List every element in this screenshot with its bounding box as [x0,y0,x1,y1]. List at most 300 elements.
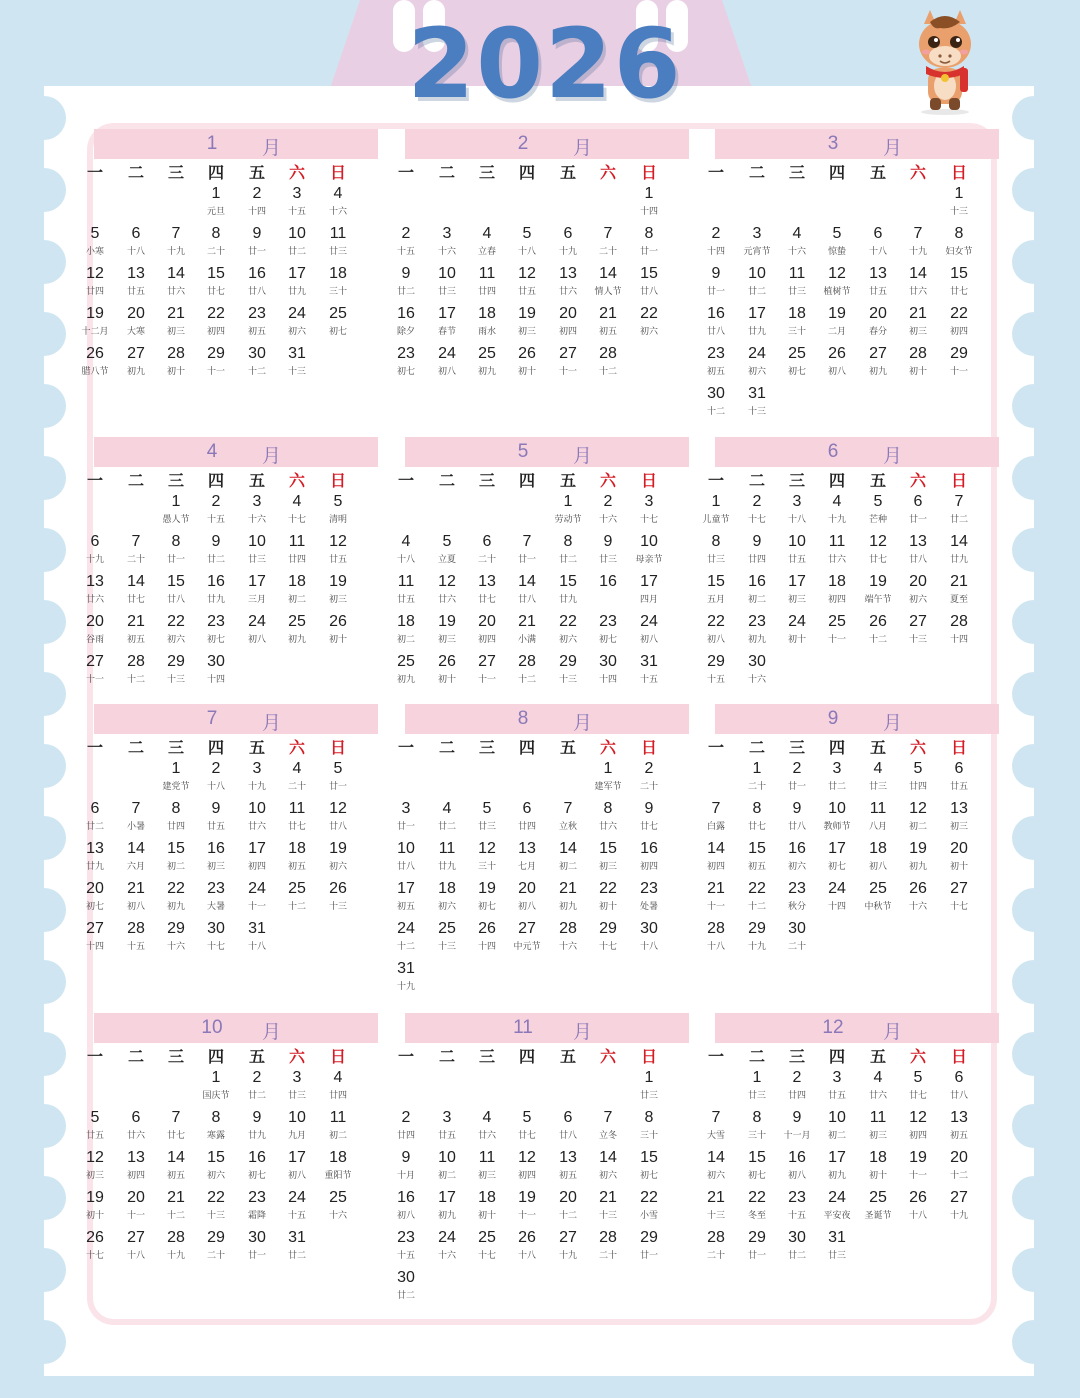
day-number: 22 [207,1189,225,1206]
day-cell [548,224,588,257]
lunar-label: 廿三 [598,554,617,564]
day-cell [116,652,156,685]
day-number: 18 [869,840,887,857]
day-number: 23 [748,613,766,630]
lunar-label: 初八 [126,901,145,911]
lunar-label: 廿二 [787,1250,806,1260]
day-number: 26 [869,613,887,630]
weekday-label: 五 [869,740,886,757]
day-number: 13 [518,840,536,857]
day-cell [629,839,669,872]
day-cell [817,759,857,792]
month-block [396,704,689,991]
day-number: 20 [127,1189,145,1206]
lunar-label: 腊八节 [81,366,109,376]
day-number: 29 [707,653,725,670]
day-cell [507,1188,547,1221]
day-cell [737,492,777,525]
day-number: 19 [329,840,347,857]
lunar-label: 初八 [706,634,725,644]
lunar-label: 母亲节 [635,554,663,564]
day-number: 10 [288,225,306,242]
lunar-label: 初二 [827,1130,846,1140]
day-number: 4 [442,800,452,817]
day-number: 19 [518,305,536,322]
lunar-label: 十一 [949,366,968,376]
day-number: 9 [252,225,262,242]
lunar-label: 廿五 [126,286,145,296]
day-number: 5 [333,493,343,510]
day-cell [898,304,938,337]
day-cell [737,344,777,377]
day-cell [588,264,628,297]
day-cell [277,879,317,912]
lunar-label: 廿七 [126,594,145,604]
day-cell [116,612,156,645]
lunar-label: 廿六 [868,1090,887,1100]
lunar-label: 十一 [247,901,266,911]
lunar-label: 廿七 [517,1130,536,1140]
day-number: 9 [792,1109,802,1126]
day-cell [588,1108,628,1141]
day-cell [277,344,317,377]
day-cell [696,839,736,872]
day-number: 25 [288,880,306,897]
weekday-label: 日 [950,473,967,490]
weekday-label: 一 [86,740,103,757]
day-cell [196,759,236,792]
lunar-label: 三月 [247,594,266,604]
day-cell [386,1188,426,1221]
day-number: 17 [438,1189,456,1206]
day-cell [898,532,938,565]
day-cell [817,612,857,645]
day-number: 19 [438,613,456,630]
day-number: 17 [788,573,806,590]
day-cell [548,799,588,832]
day-cell [817,304,857,337]
day-cell [427,264,467,297]
day-cell [386,304,426,337]
day-cell [75,1188,115,1221]
lunar-label: 初八 [437,366,456,376]
day-number: 27 [86,920,104,937]
day-cell [737,1228,777,1261]
day-number: 27 [559,345,577,362]
day-cell [548,919,588,952]
day-cell [548,264,588,297]
weekday-label: 三 [788,473,805,490]
day-number: 4 [333,185,343,202]
day-cell [588,224,628,257]
weekday-label: 日 [640,1049,657,1066]
lunar-label: 立春 [477,246,496,256]
day-number: 30 [207,653,225,670]
day-number: 4 [333,1069,343,1086]
day-cell [467,224,507,257]
day-cell [858,1068,898,1101]
day-number: 18 [288,573,306,590]
day-number: 15 [167,573,185,590]
lunar-label: 十二月 [81,326,109,336]
day-cell [386,264,426,297]
day-number: 29 [167,920,185,937]
lunar-label: 廿一 [639,1250,658,1260]
weekday-label: 二 [438,1049,455,1066]
lunar-label: 初九 [126,366,145,376]
scallop [22,1320,66,1364]
lunar-label: 三十 [477,861,496,871]
day-number: 7 [563,800,573,817]
day-cell [777,759,817,792]
day-cell [939,612,979,645]
day-cell [277,1108,317,1141]
day-cell [237,919,277,952]
day-cell [777,1188,817,1221]
day-number: 20 [950,840,968,857]
day-number: 6 [563,225,573,242]
weekday-label: 日 [640,473,657,490]
lunar-label: 中元节 [513,941,541,951]
day-cell [629,759,669,792]
lunar-label: 廿四 [477,286,496,296]
day-number: 28 [559,920,577,937]
lunar-label: 初二 [908,821,927,831]
day-cell [467,652,507,685]
lunar-label: 大雪 [706,1130,725,1140]
day-number: 7 [522,533,532,550]
lunar-label: 廿五 [787,554,806,564]
day-number: 24 [248,613,266,630]
lunar-label: 二十 [598,246,617,256]
day-number: 5 [873,493,883,510]
day-number: 9 [211,800,221,817]
day-number: 13 [869,265,887,282]
day-number: 31 [828,1229,846,1246]
day-number: 6 [954,760,964,777]
lunar-label: 初八 [827,366,846,376]
day-cell [696,384,736,417]
day-number: 13 [559,265,577,282]
day-cell [277,572,317,605]
day-cell [156,492,196,525]
day-number: 28 [707,1229,725,1246]
day-number: 2 [792,1069,802,1086]
day-number: 1 [644,185,654,202]
lunar-label: 廿二 [949,514,968,524]
weekday-label: 六 [909,165,926,182]
weekday-label: 二 [748,740,765,757]
day-cell [548,1108,588,1141]
day-number: 29 [207,1229,225,1246]
lunar-label: 初十 [517,366,536,376]
lunar-label: 廿六 [437,594,456,604]
lunar-label: 二十 [477,554,496,564]
weekday-label: 一 [707,165,724,182]
day-number: 16 [207,840,225,857]
day-cell [737,264,777,297]
lunar-label: 十九 [396,981,415,991]
day-number: 21 [559,880,577,897]
lunar-label: 初三 [908,326,927,336]
lunar-label: 十二 [517,674,536,684]
day-cell [629,224,669,257]
lunar-label: 初四 [827,594,846,604]
day-cell [777,1228,817,1261]
lunar-label: 十五 [396,1250,415,1260]
lunar-label: 廿三 [247,554,266,564]
month-header: 5 月 [405,437,689,467]
lunar-label: 初五 [166,1170,185,1180]
day-cell [548,1228,588,1261]
lunar-label: 十三 [949,206,968,216]
day-cell [277,612,317,645]
weekday-label: 一 [707,473,724,490]
day-cell [196,1108,236,1141]
day-number: 3 [752,225,762,242]
lunar-label: 廿一 [706,286,725,296]
scallop [22,384,66,428]
lunar-label: 廿二 [747,286,766,296]
day-cell [588,532,628,565]
day-cell [467,264,507,297]
day-cell [277,1148,317,1181]
lunar-label: 初三 [517,326,536,336]
lunar-label: 十八 [517,246,536,256]
day-number: 14 [518,573,536,590]
day-number: 15 [167,840,185,857]
day-cell [817,1188,857,1221]
day-number: 7 [603,1109,613,1126]
day-cell [858,344,898,377]
day-number: 30 [248,1229,266,1246]
day-number: 14 [167,1149,185,1166]
day-cell [939,492,979,525]
day-cell [548,652,588,685]
day-number: 29 [640,1229,658,1246]
day-cell [386,224,426,257]
lunar-label: 廿四 [747,554,766,564]
day-number: 12 [828,265,846,282]
weekday-label: 六 [288,1049,305,1066]
day-cell [696,492,736,525]
day-number: 31 [288,1229,306,1246]
day-number: 27 [950,880,968,897]
day-number: 4 [873,1069,883,1086]
lunar-label: 初五 [247,326,266,336]
day-number: 11 [329,225,347,242]
weekday-label: 五 [248,473,265,490]
day-number: 10 [397,840,415,857]
day-number: 28 [167,345,185,362]
lunar-label: 廿四 [166,821,185,831]
weekday-label: 二 [127,740,144,757]
day-number: 25 [869,1189,887,1206]
lunar-label: 廿三 [287,1090,306,1100]
day-number: 16 [748,573,766,590]
day-number: 22 [950,305,968,322]
day-cell [817,839,857,872]
lunar-label: 春分 [868,326,887,336]
lunar-label: 十一 [558,366,577,376]
day-number: 23 [248,305,266,322]
day-cell [386,1148,426,1181]
day-number: 25 [438,920,456,937]
day-cell [467,572,507,605]
day-cell [196,184,236,217]
lunar-label: 初七 [827,861,846,871]
day-number: 19 [828,305,846,322]
day-number: 13 [478,573,496,590]
day-number: 31 [397,960,415,977]
lunar-label: 十三 [908,634,927,644]
lunar-label: 十七 [206,941,225,951]
weekday-label: 三 [478,1049,495,1066]
day-number: 6 [873,225,883,242]
lunar-label: 小雪 [639,1210,658,1220]
day-cell [777,1148,817,1181]
day-cell [817,264,857,297]
day-number: 26 [909,1189,927,1206]
weekday-label: 一 [397,165,414,182]
day-number: 15 [599,840,617,857]
month-number: 1 [206,133,218,154]
day-number: 23 [207,613,225,630]
lunar-label: 十一 [126,1210,145,1220]
weekday-label: 三 [167,740,184,757]
day-cell [75,1148,115,1181]
lunar-label: 十九 [166,1250,185,1260]
weekday-label: 一 [397,473,414,490]
lunar-label: 廿八 [328,821,347,831]
lunar-label: 十六 [247,514,266,524]
day-number: 9 [401,1149,411,1166]
day-cell [737,1188,777,1221]
lunar-label: 小满 [517,634,536,644]
day-cell [898,879,938,912]
lunar-label: 十二 [396,941,415,951]
lunar-label: 廿六 [908,286,927,296]
lunar-label: 廿二 [558,554,577,564]
month-block [706,704,999,951]
lunar-label: 六月 [126,861,145,871]
lunar-label: 清明 [328,514,347,524]
lunar-label: 廿七 [287,821,306,831]
lunar-label: 十九 [166,246,185,256]
day-number: 25 [828,613,846,630]
day-number: 6 [131,1109,141,1126]
day-cell [858,492,898,525]
lunar-label: 十月 [396,1170,415,1180]
day-cell [737,1068,777,1101]
day-cell [696,652,736,685]
day-cell [629,572,669,605]
lunar-label: 初四 [517,1170,536,1180]
day-number: 21 [167,305,185,322]
lunar-label: 初五 [558,1170,577,1180]
weekday-label: 五 [248,165,265,182]
weekday-label: 日 [329,1049,346,1066]
lunar-label: 廿八 [787,821,806,831]
day-cell [629,492,669,525]
day-number: 4 [832,493,842,510]
day-number: 22 [167,613,185,630]
day-number: 28 [167,1229,185,1246]
lunar-label: 初三 [328,594,347,604]
day-number: 11 [478,265,496,282]
day-number: 19 [86,305,104,322]
day-cell [696,264,736,297]
scallop [1012,600,1056,644]
day-cell [858,839,898,872]
lunar-label: 十一 [517,1210,536,1220]
lunar-label: 廿一 [908,514,927,524]
lunar-label: 建军节 [594,781,622,791]
day-cell [156,1188,196,1221]
weekday-label: 三 [788,740,805,757]
weekday-label: 五 [559,1049,576,1066]
day-number: 9 [752,533,762,550]
lunar-label: 廿一 [639,246,658,256]
day-number: 5 [442,533,452,550]
day-cell [817,532,857,565]
lunar-label: 廿二 [247,1090,266,1100]
month-number: 8 [517,708,529,729]
day-number: 4 [292,760,302,777]
day-cell [386,1268,426,1301]
weekday-header [86,1043,378,1066]
day-number: 2 [252,1069,262,1086]
day-number: 2 [644,760,654,777]
weekday-label: 四 [207,740,224,757]
day-cell [507,264,547,297]
lunar-label: 十九 [827,514,846,524]
day-cell [696,1188,736,1221]
lunar-label: 十七 [477,1250,496,1260]
day-cell [116,879,156,912]
day-number: 3 [442,225,452,242]
day-cell [696,1148,736,1181]
lunar-label: 二十 [206,1250,225,1260]
lunar-label: 十三 [706,1210,725,1220]
lunar-label: 十四 [949,634,968,644]
lunar-label: 小暑 [126,821,145,831]
day-cell [116,344,156,377]
day-cell [237,799,277,832]
lunar-label: 十四 [477,941,496,951]
lunar-label: 初十 [868,1170,887,1180]
day-number: 7 [711,1109,721,1126]
weekday-label: 五 [869,165,886,182]
day-cell [898,839,938,872]
day-cell [156,839,196,872]
day-number: 1 [752,1069,762,1086]
lunar-label: 二十 [639,781,658,791]
day-number: 8 [563,533,573,550]
lunar-label: 廿三 [437,286,456,296]
day-number: 8 [603,800,613,817]
day-cell [75,304,115,337]
day-cell [777,572,817,605]
weekday-label: 四 [828,1049,845,1066]
weekday-label: 二 [438,473,455,490]
day-number: 22 [748,880,766,897]
day-cell [277,184,317,217]
lunar-label: 初十 [166,366,185,376]
lunar-label: 十七 [949,901,968,911]
lunar-label: 国庆节 [202,1090,230,1100]
lunar-label: 初九 [827,1170,846,1180]
